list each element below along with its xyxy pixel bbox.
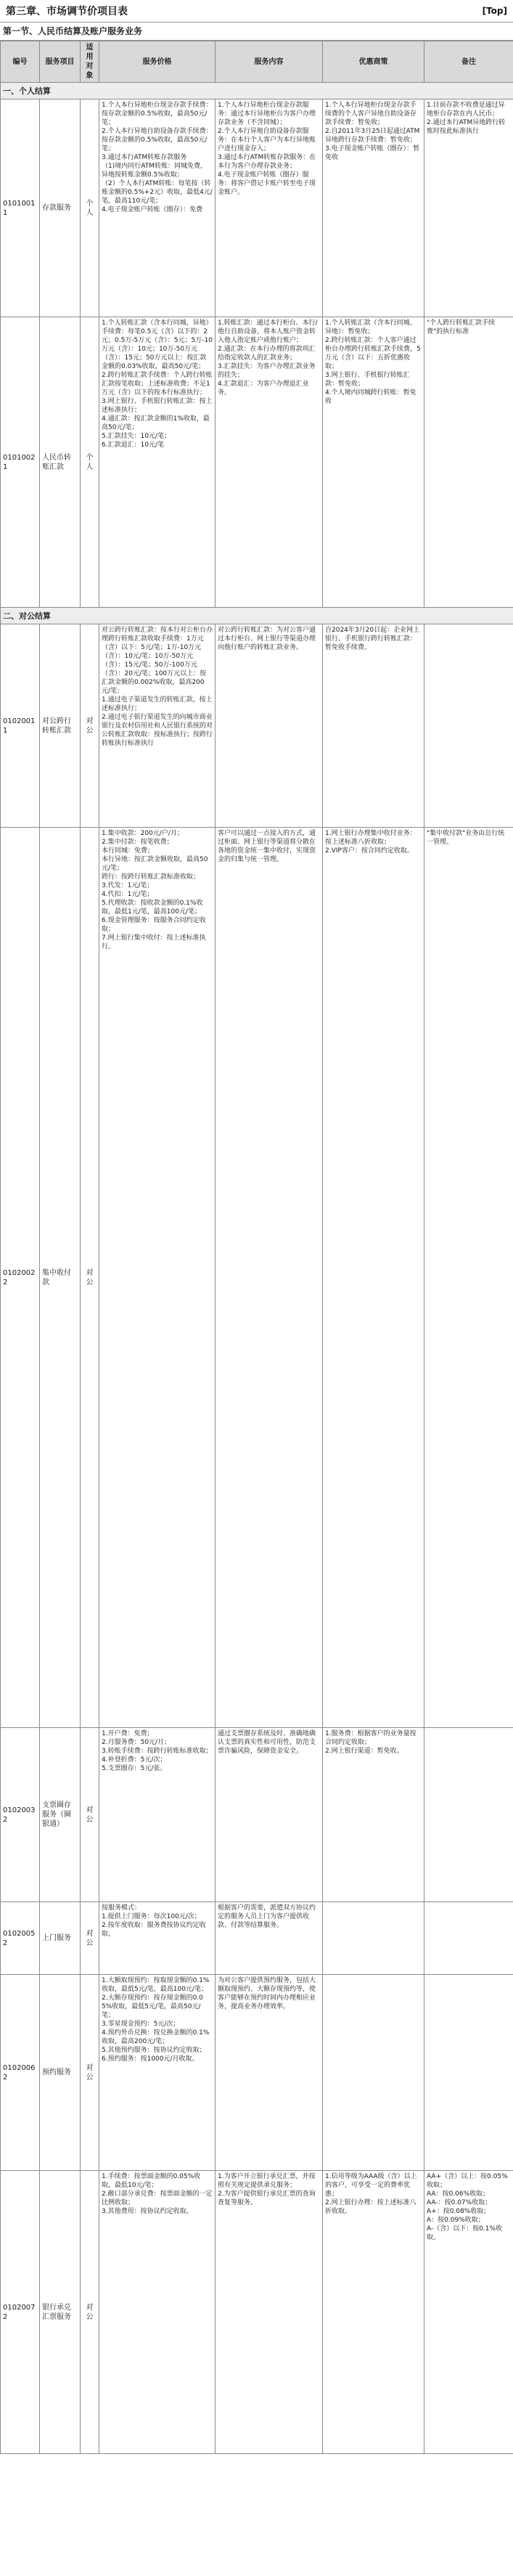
table-row [1, 1902, 513, 1975]
row-price: 1.大额取现预约：按取现金额的0.1%收取，最低5元/笔，最高100元/笔； 2.大额存现预约：按存现金额的0.05%收取，最低5元/笔，最高50元/笔； 3.零星现金预约：5元/次； 4.预约外币兑换：按兑换金额的0.1%收取，最高200元/笔； 5.其他预约服务：按协议约定收取； 6.预约服务：按1000元/月收取。 [99, 1975, 216, 2171]
row-content: 1.为客户开立银行承兑汇票，并按照有关规定提供承兑服务； 2.为客户提供银行承兑汇票的查询查复等服务。 [216, 2171, 323, 2454]
row-content: 为对公客户提供预约服务，包括大额取现预约、大额存现预约等，使客户能够在预约时间内办理相应业务，提高业务办理效率。 [216, 1975, 323, 2171]
row-note [424, 624, 513, 828]
row-name: 预约服务 [40, 1975, 81, 2171]
row-target: 对公 [81, 1902, 99, 1975]
col-header-name: 服务项目 [40, 41, 81, 83]
row-price: 按服务模式： 1.提供上门服务：每次100元/次； 2.按年度收取：服务费按协议约定收取。 [99, 1902, 216, 1975]
col-header-price: 服务价格 [99, 41, 216, 83]
category-label: 二、对公结算 [1, 608, 513, 624]
category-label: 一、个人结算 [1, 83, 513, 99]
row-target: 对公 [81, 1728, 99, 1902]
row-target: 对公 [81, 828, 99, 1728]
price-table [0, 41, 513, 2454]
table-row [1, 1728, 513, 1902]
col-header-target: 适用对象 [81, 41, 99, 83]
table-row [1, 317, 513, 608]
row-content: 对公跨行转账汇款：为对公客户通过本行柜台、网上银行等渠道办理向他行账户的转账汇款业务。 [216, 624, 323, 828]
row-code: 01010021 [1, 317, 40, 608]
row-name: 人民币转账汇款 [40, 317, 81, 608]
row-code: 01020022 [1, 828, 40, 1728]
row-discount: 1.个人转账汇款（含本行同城、异地）：暂免收； 2.跨行转账汇款：个人客户通过柜台办理跨行转账汇款手续费，5万元（含）以下：五折优惠收取； 3.网上银行、手机银行转账汇款：暂免收； 4.个人境内同城跨行转账：暂免收 [323, 317, 424, 608]
table-row [1, 1975, 513, 2171]
row-content: 1.转账汇款：通过本行柜台、本行/他行自助设备，将本人账户资金转入他人指定账户或他行账户； 2.通汇款：在本行办理的将款项汇给指定收款人的汇款业务； 3.汇款挂失：为客户办理汇款业务的挂失； 4.汇款退汇：为客户办理退汇业务。 [216, 317, 323, 608]
row-note [424, 1728, 513, 1902]
row-target: 对公 [81, 2171, 99, 2454]
row-name: 集中收付款 [40, 828, 81, 1728]
row-price: 1.开户费：免费； 2.月服务费：50元/月； 3.转账手续费：按跨行转账标准收取； 4.补登折费：5元/次； 5.支票圈存：5元/张。 [99, 1728, 216, 1902]
row-name: 对公跨行转账汇款 [40, 624, 81, 828]
row-note [424, 1975, 513, 2171]
row-discount: 自2024年3月20日起：企业网上银行、手机银行跨行转账汇款：暂免收手续费。 [323, 624, 424, 828]
title-bar [0, 0, 513, 23]
table-row [1, 2171, 513, 2454]
row-content: 1.个人本行异地柜台现金存款服务：通过本行异地柜台为客户办理存款业务（不含同城）； 2.个人本行异地自助设备存款服务：在本行个人客户为本行异地账户进行现金存入； 3.通过本行ATM转账存款服务：在本行为客户办理存款业务； 4.电子现金账户转账（圈存）服务：将客户借记卡账户转至电子现金账户。 [216, 99, 323, 317]
row-note: "集中收付款"业务由总行统一管理。 [424, 828, 513, 1728]
table-row [1, 828, 513, 1728]
table-row [1, 99, 513, 317]
row-code: 01020052 [1, 1902, 40, 1975]
row-price: 1.集中收款：200元/户/月； 2.集中付款：按笔收费； 本行同城：免费； 本行异地：按汇款金额收取，最高50元/笔； 跨行：按跨行转账汇款标准收取； 3.代发：1元/笔； 4.代扣：1元/笔； 5.代理收款：按收款金额的0.1%收取，最低1元/笔，最高100元/笔； 6.现金管理服务：按服务合同约定收取； 7.网上银行集中收付：按上述标准执行。 [99, 828, 216, 1728]
row-discount: 1.服务费：根据客户的业务量按合同约定收取； 2.网上银行渠道：暂免收。 [323, 1728, 424, 1902]
row-name: 支票圈存服务（圈银通） [40, 1728, 81, 1902]
row-name: 银行承兑汇票服务 [40, 2171, 81, 2454]
row-discount: 1.网上银行办理集中收付业务：按上述标准八折收取； 2.VIP客户：按合同约定收取。 [323, 828, 424, 1728]
top-link[interactable]: [Top] [482, 6, 507, 16]
row-note: AA+（含）以上：按0.05%收取； AA：按0.06%收取； AA-：按0.07%收取； A+：按0.08%收取； A：按0.09%收取； A-（含）以下：按0.1%收取。 [424, 2171, 513, 2454]
category-row [1, 608, 513, 624]
row-target: 个人 [81, 99, 99, 317]
page-title: 第三章、市场调节价项目表 [6, 6, 128, 17]
table-row [1, 624, 513, 828]
row-name: 存款服务 [40, 99, 81, 317]
row-target: 个人 [81, 317, 99, 608]
col-header-discount: 优惠商策 [323, 41, 424, 83]
row-content: 根据客户的需要，派遣双方协议约定的服务人员上门为客户提供收款、付款等结算服务。 [216, 1902, 323, 1975]
category-row [1, 83, 513, 99]
row-price: 对公跨行转账汇款：按本行对公柜台办理跨行转账汇款收取手续费：1万元（含）以下：5元/笔；1万-10万元（含）：10元/笔；10万-50万元（含）：15元/笔；50万-100万元（含）：20元/笔；100万元以上：按汇款金额的0.002%收取，最高200元/笔； 1.通过电子渠道发生的转账汇款，按上述标准执行； 2.通过电子银行渠道发生的向城市商业银行及农村信用社和人民银行系统的对公转账汇款收取：按标准执行；按跨行转账执行标准执行 [99, 624, 216, 828]
row-target: 对公 [81, 624, 99, 828]
row-note: 1.目前存款不收费是通过异地柜台存款在内人民币； 2.通过本行ATM异地跨行转账时按此标准执行 [424, 99, 513, 317]
row-discount [323, 1902, 424, 1975]
row-content: 通过支票圈存系统及时、准确地确认支票的真实性和可用性，防范支票诈骗风险，保障资金安全。 [216, 1728, 323, 1902]
row-note [424, 1902, 513, 1975]
row-content: 客户可以通过一点接入的方式，通过柜面、网上银行等渠道将分散在各地的资金统一集中收付，实现资金的归集与统一管理。 [216, 828, 323, 1728]
row-code: 01020011 [1, 624, 40, 828]
row-code: 01020032 [1, 1728, 40, 1902]
row-code: 01010011 [1, 99, 40, 317]
col-header-code: 编号 [1, 41, 40, 83]
row-note: "个人跨行转账汇款手续费"的执行标准 [424, 317, 513, 608]
row-name: 上门服务 [40, 1902, 81, 1975]
row-discount [323, 1975, 424, 2171]
section-title: 第一节、人民币结算及账户服务业务 [0, 23, 513, 41]
row-price: 1.手续费：按票面金额的0.05%收取，最低10元/笔； 2.敞口部分承兑费：按票面金额的一定比例收取； 3.其他费用：按协议约定收取。 [99, 2171, 216, 2454]
row-price: 1.个人本行异地柜台现金存款手续费：按存款金额的0.5%收取，最高50元/笔； 2.个人本行异地自助设备存款手续费：按存款金额的0.5%收取，最高50元/笔； 3.通过本行ATM转账存款服务 （1)境内同行ATM转账：同城免费，异地按转账金额0.5%收取； （2）个人本行ATM转账：每笔按（转账金额的0.5%+2元）收取，最低4元/笔，最高110元/笔； 4.电子现金账户转账（圈存）：免费 [99, 99, 216, 317]
row-code: 01020062 [1, 1975, 40, 2171]
row-discount: 1.个人本行异地柜台现金存款手续费的个人客户异地自助设备存款手续费：暂免收； 2.自2011年3月25日起通过ATM异地跨行存款手续费：暂免收； 3.电子现金账户转账（圈存）：暂免收 [323, 99, 424, 317]
row-discount: 1.信用等级为AAA级（含）以上的客户，可享受一定的费率优惠； 2.网上银行办理：按上述标准八折收取。 [323, 2171, 424, 2454]
row-price: 1.个人转账汇款（含本行同城、异地）手续费：每笔0.5元（含）以下的：2元；0.5万-5万元（含）：5元；5万-10万元（含）：10元；10万-50万元（含）：15元；50万元以上：按汇款金额的0.03%收取，最高50元/笔； 2.跨行转账汇款手续费：个人跨行转账汇款按笔收取；上述标准收费；不足1万元（含）以下的按本行标准执行； 3.网上银行、手机银行转账汇款：按上述标准执行； 4.通汇款：按汇款金额的1%收取，最高50元/笔； 5.汇款挂失：10元/笔； 6.汇款退汇：10元/笔 [99, 317, 216, 608]
row-code: 01020072 [1, 2171, 40, 2454]
col-header-content: 服务内容 [216, 41, 323, 83]
table-header-row [1, 41, 513, 83]
row-target: 对公 [81, 1975, 99, 2171]
col-header-note: 备注 [424, 41, 513, 83]
